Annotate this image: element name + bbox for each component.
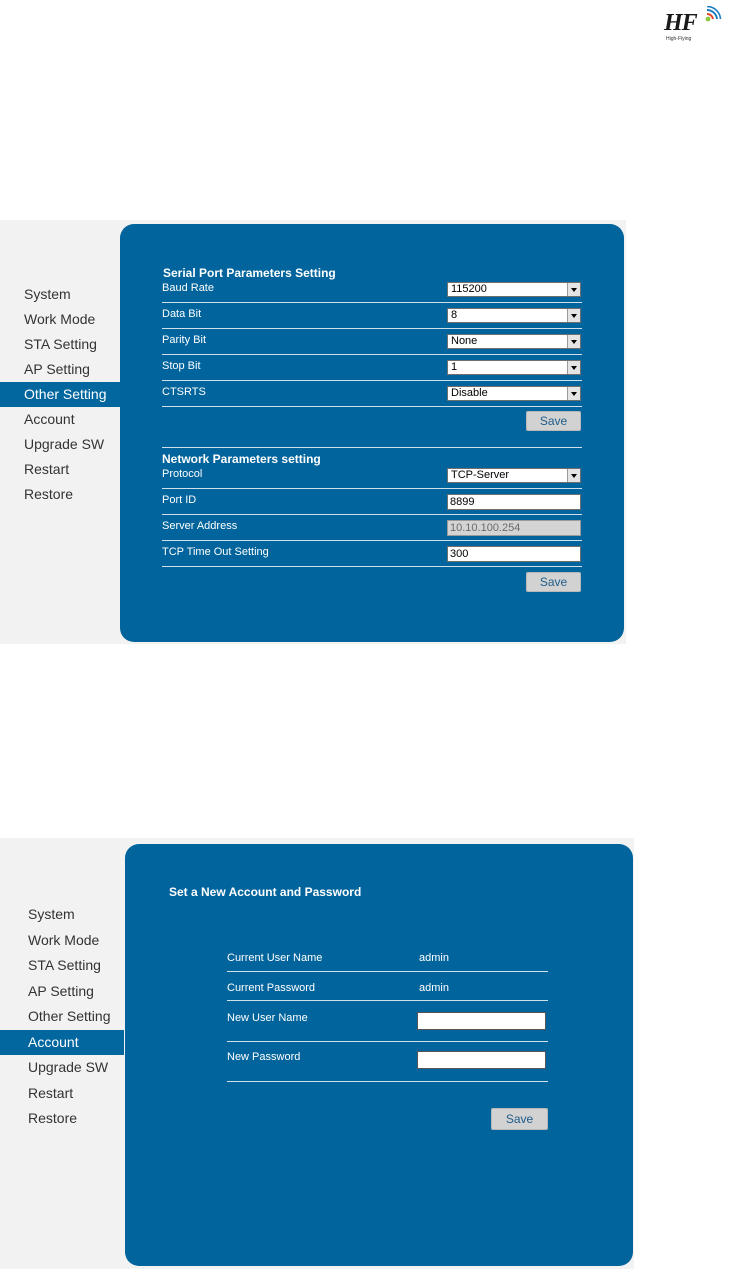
new-password-label: New Password bbox=[227, 1051, 301, 1063]
sidebar-item-ap-setting[interactable]: AP Setting bbox=[24, 361, 90, 377]
account-panel bbox=[125, 844, 633, 1266]
divider bbox=[162, 488, 582, 489]
chevron-down-icon bbox=[567, 469, 580, 482]
sidebar-item-other-setting[interactable]: Other Setting bbox=[28, 1008, 111, 1024]
divider bbox=[162, 302, 582, 303]
divider bbox=[227, 1081, 548, 1082]
sidebar-item-restart[interactable]: Restart bbox=[28, 1084, 74, 1101]
chevron-down-icon bbox=[567, 361, 580, 374]
serial-section-title: Serial Port Parameters Setting bbox=[163, 266, 336, 280]
parity-bit-value: None bbox=[451, 335, 478, 347]
divider bbox=[227, 971, 548, 972]
divider bbox=[162, 328, 582, 329]
sidebar-nav bbox=[0, 902, 124, 1132]
sidebar-item-system[interactable]: System bbox=[28, 906, 75, 922]
data-bit-value: 8 bbox=[451, 309, 458, 321]
current-password-value: admin bbox=[419, 982, 449, 994]
sidebar-item-sta-setting[interactable]: STA Setting bbox=[24, 336, 97, 352]
current-password-label: Current Password bbox=[227, 982, 316, 994]
divider bbox=[162, 354, 582, 355]
divider bbox=[227, 1041, 548, 1042]
sidebar-item-sta-setting[interactable]: STA Setting bbox=[28, 957, 101, 973]
ctsrts-select[interactable] bbox=[447, 386, 581, 401]
divider bbox=[162, 380, 582, 381]
sidebar-item-system[interactable]: System bbox=[24, 286, 71, 302]
ctsrts-label: CTSRTS bbox=[162, 386, 206, 398]
sidebar-item-restore[interactable]: Restore bbox=[24, 486, 74, 502]
parity-bit-select[interactable] bbox=[447, 334, 581, 349]
sidebar-item-upgrade-sw[interactable]: Upgrade SW bbox=[28, 1059, 109, 1075]
sidebar-item-work-mode[interactable]: Work Mode bbox=[24, 311, 96, 327]
network-section-title: Network Parameters setting bbox=[162, 452, 321, 466]
current-user-value: admin bbox=[419, 952, 449, 964]
sidebar-item-account[interactable]: Account bbox=[0, 1030, 124, 1056]
logo-text: HF bbox=[664, 10, 697, 36]
chevron-down-icon bbox=[567, 283, 580, 296]
tcp-timeout-input[interactable]: 300 bbox=[447, 546, 581, 562]
sidebar-item-account[interactable]: Account bbox=[24, 411, 75, 427]
baud-rate-label: Baud Rate bbox=[162, 282, 214, 294]
tcp-timeout-label: TCP Time Out Setting bbox=[162, 546, 269, 558]
data-bit-label: Data Bit bbox=[162, 308, 202, 320]
server-address-label: Server Address bbox=[162, 520, 238, 532]
divider bbox=[227, 1000, 548, 1001]
baud-rate-select[interactable] bbox=[447, 282, 581, 297]
divider bbox=[162, 566, 582, 567]
sidebar-item-ap-setting[interactable]: AP Setting bbox=[28, 982, 94, 999]
chevron-down-icon bbox=[567, 309, 580, 322]
sidebar-item-other-setting[interactable]: Other Setting bbox=[0, 382, 120, 407]
wifi-waves-icon bbox=[704, 6, 724, 24]
chevron-down-icon bbox=[567, 387, 580, 400]
settings-panel bbox=[120, 224, 624, 642]
protocol-value: TCP-Server bbox=[451, 469, 510, 481]
sidebar-nav bbox=[0, 282, 120, 507]
sidebar-item-work-mode[interactable]: Work Mode bbox=[28, 931, 100, 948]
logo-tagline: High-Flying bbox=[666, 36, 692, 42]
new-user-input[interactable] bbox=[417, 1012, 546, 1030]
protocol-label: Protocol bbox=[162, 468, 203, 480]
stop-bit-value: 1 bbox=[451, 361, 458, 373]
new-user-label: New User Name bbox=[227, 1012, 308, 1024]
stop-bit-select[interactable] bbox=[447, 360, 581, 375]
new-password-input[interactable] bbox=[417, 1051, 546, 1069]
divider bbox=[162, 514, 582, 515]
port-id-input[interactable]: 8899 bbox=[447, 494, 581, 510]
server-address-input: 10.10.100.254 bbox=[447, 520, 581, 536]
divider bbox=[162, 406, 582, 407]
current-user-label: Current User Name bbox=[227, 952, 323, 964]
serial-save-button[interactable]: Save bbox=[526, 411, 581, 431]
baud-rate-value: 115200 bbox=[451, 283, 487, 295]
protocol-select[interactable] bbox=[447, 468, 581, 483]
data-bit-select[interactable] bbox=[447, 308, 581, 323]
stop-bit-label: Stop Bit bbox=[162, 360, 201, 372]
network-save-button[interactable]: Save bbox=[526, 572, 581, 592]
hf-logo bbox=[664, 4, 726, 46]
account-save-button[interactable]: Save bbox=[491, 1108, 548, 1130]
port-id-label: Port ID bbox=[162, 494, 197, 506]
account-screenshot bbox=[0, 838, 634, 1269]
chevron-down-icon bbox=[567, 335, 580, 348]
other-setting-screenshot bbox=[0, 220, 626, 644]
account-title: Set a New Account and Password bbox=[169, 885, 362, 899]
parity-bit-label: Parity Bit bbox=[162, 334, 207, 346]
sidebar-item-upgrade-sw[interactable]: Upgrade SW bbox=[24, 436, 105, 452]
divider bbox=[162, 540, 582, 541]
ctsrts-value: Disable bbox=[451, 387, 488, 399]
sidebar-item-restore[interactable]: Restore bbox=[28, 1110, 78, 1126]
sidebar-item-restart[interactable]: Restart bbox=[24, 461, 70, 477]
divider bbox=[162, 447, 582, 448]
